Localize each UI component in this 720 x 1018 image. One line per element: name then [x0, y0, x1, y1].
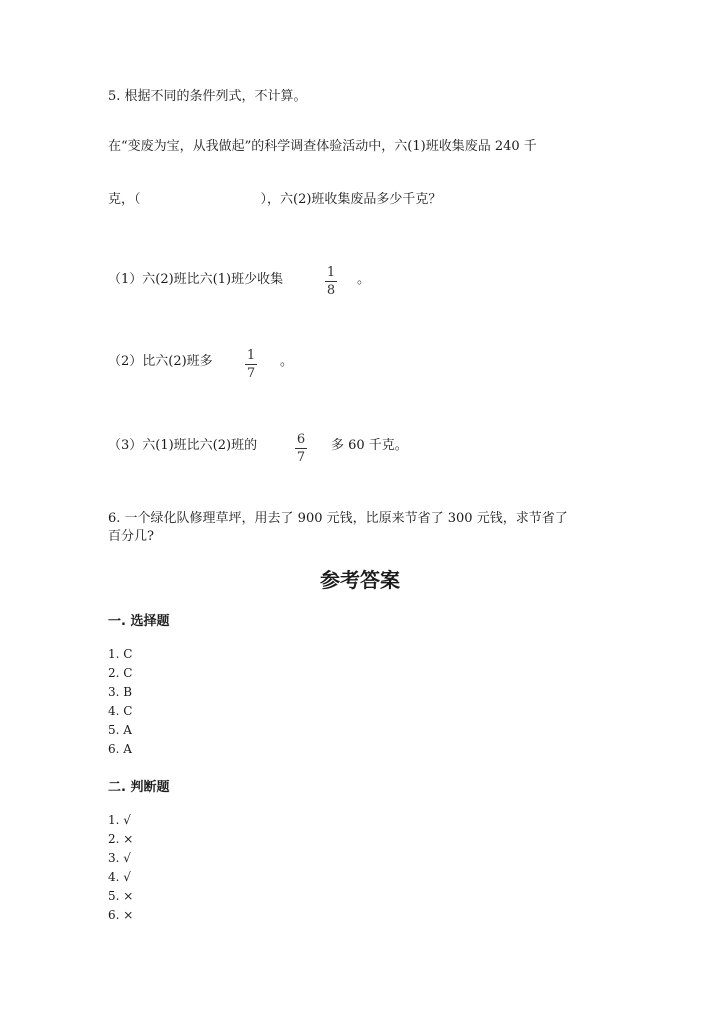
- q6-line1: 6. 一个绿化队修理草坪，用去了 900 元钱，比原来节省了 300 元钱，求节省了: [108, 511, 568, 526]
- fraction-numerator: 6: [296, 432, 306, 447]
- choice-answer-4: 4. C: [108, 704, 133, 718]
- condition-1-suffix: 。: [357, 272, 371, 287]
- choice-answer-2: 2. C: [108, 666, 133, 680]
- judgement-answer-1: 1. √: [108, 813, 131, 827]
- fraction-denominator: 7: [246, 366, 256, 381]
- q5-stem-line2-suffix: ），六(2)班收集废品多少千克？: [260, 192, 442, 207]
- condition-2-text: （2）比六(2)班多: [108, 354, 213, 369]
- judgement-answer-4: 4. √: [108, 870, 131, 884]
- condition-1-text: （1）六(2)班比六(1)班少收集: [108, 272, 284, 287]
- choice-answer-5: 5. A: [108, 723, 132, 737]
- q5-stem-line2: [108, 191, 441, 209]
- condition-2-suffix: 。: [280, 354, 294, 369]
- fraction-bar: [325, 281, 337, 282]
- judgement-answer-3: 3. √: [108, 851, 131, 865]
- choice-answer-3: 3. B: [108, 685, 133, 699]
- fraction-numerator: 1: [246, 348, 256, 363]
- condition-3-text: （3）六(1)班比六(2)班的: [108, 438, 258, 453]
- q5-heading: 5. 根据不同的条件列式，不计算。: [108, 89, 307, 104]
- condition-3-fraction: [295, 433, 307, 465]
- q5-stem-line1: 在“变废为宝，从我做起”的科学调查体验活动中，六(1)班收集废品 240 千: [108, 139, 537, 154]
- judgement-answer-5: 5. ×: [108, 889, 134, 903]
- condition-3-suffix: 多 60 千克。: [331, 438, 408, 453]
- condition-2-fraction: [245, 349, 257, 381]
- fraction-bar: [245, 364, 257, 365]
- judgement-answer-6: 6. ×: [108, 908, 134, 922]
- judgement-answer-2: 2. ×: [108, 832, 134, 846]
- condition-1-fraction: [325, 266, 337, 298]
- fraction-denominator: 8: [326, 283, 336, 298]
- fraction-bar: [295, 448, 307, 449]
- section-heading-judgement: 二. 判断题: [108, 780, 170, 795]
- fraction-numerator: 1: [326, 265, 336, 280]
- fraction-denominator: 7: [296, 450, 306, 465]
- choice-answer-6: 6. A: [108, 742, 132, 756]
- answers-title: 参考答案: [320, 568, 400, 592]
- section-heading-choice: 一. 选择题: [108, 614, 170, 629]
- q6-line2: 百分几?: [108, 529, 154, 544]
- q5-stem-line2-prefix: 克，（: [108, 192, 141, 207]
- choice-answer-1: 1. C: [108, 647, 133, 661]
